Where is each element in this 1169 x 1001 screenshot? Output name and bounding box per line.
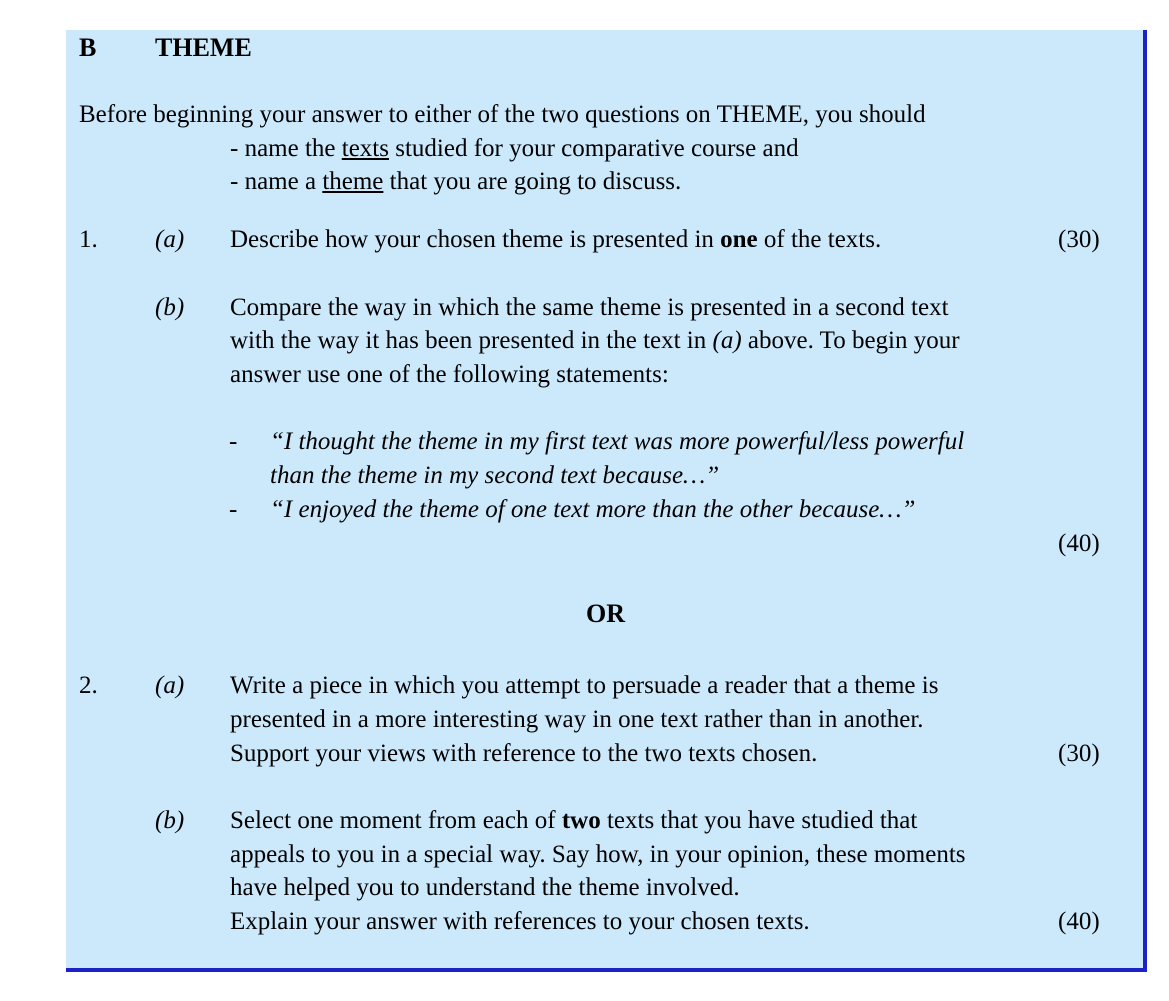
question-1b-label: (b) bbox=[155, 294, 185, 321]
question-2a-line-3: Support your views with reference to the two texts chosen. bbox=[230, 740, 818, 767]
question-2a-line-2: presented in a more interesting way in one text rather than in another. bbox=[230, 706, 924, 733]
quote-1-line-1: “I thought the theme in my first text was more powerful/less powerful bbox=[270, 428, 965, 455]
question-2a-label: (a) bbox=[155, 672, 185, 699]
question-2a-marks: (30) bbox=[1058, 740, 1100, 767]
section-title: THEME bbox=[155, 33, 252, 62]
question-1b-line-1: Compare the way in which the same theme is presented in a second text bbox=[230, 294, 949, 321]
quote-1-line-2: than the theme in my second text because…” bbox=[270, 462, 720, 489]
question-2b-marks: (40) bbox=[1058, 908, 1100, 935]
question-2b-line-2: appeals to you in a special way. Say how, in your opinion, these moments bbox=[230, 841, 966, 868]
intro-bullet-theme: - name a theme that you are going to discuss. bbox=[230, 168, 682, 195]
question-1b-line-3: answer use one of the following statements: bbox=[230, 361, 669, 388]
question-2b-label: (b) bbox=[155, 807, 185, 834]
question-1b-marks: (40) bbox=[1058, 530, 1100, 557]
question-1a-label: (a) bbox=[155, 226, 185, 253]
question-2b-line-1: Select one moment from each of two texts that you have studied that bbox=[230, 807, 918, 834]
question-2-number: 2. bbox=[79, 672, 98, 699]
question-1a-text: Describe how your chosen theme is presented in one of the texts. bbox=[230, 226, 882, 253]
quote-2: “I enjoyed the theme of one text more than the other because…” bbox=[270, 496, 916, 523]
intro-text: Before beginning your answer to either of the two questions on THEME, you should bbox=[79, 101, 926, 128]
section-letter: B bbox=[79, 33, 97, 62]
question-1b-line-2: with the way it has been presented in the text in (a) above. To begin your bbox=[230, 327, 960, 354]
or-separator: OR bbox=[586, 599, 625, 628]
question-2a-line-1: Write a piece in which you attempt to persuade a reader that a theme is bbox=[230, 672, 939, 699]
question-2b-line-3: have helped you to understand the theme involved. bbox=[230, 874, 740, 901]
intro-bullet-texts: - name the texts studied for your comparative course and bbox=[230, 135, 799, 162]
quote-2-dash: - bbox=[229, 496, 238, 523]
question-1a-marks: (30) bbox=[1058, 226, 1100, 253]
quote-1-dash: - bbox=[229, 428, 238, 455]
question-1-number: 1. bbox=[79, 226, 98, 253]
question-2b-line-4: Explain your answer with references to your chosen texts. bbox=[230, 908, 810, 935]
